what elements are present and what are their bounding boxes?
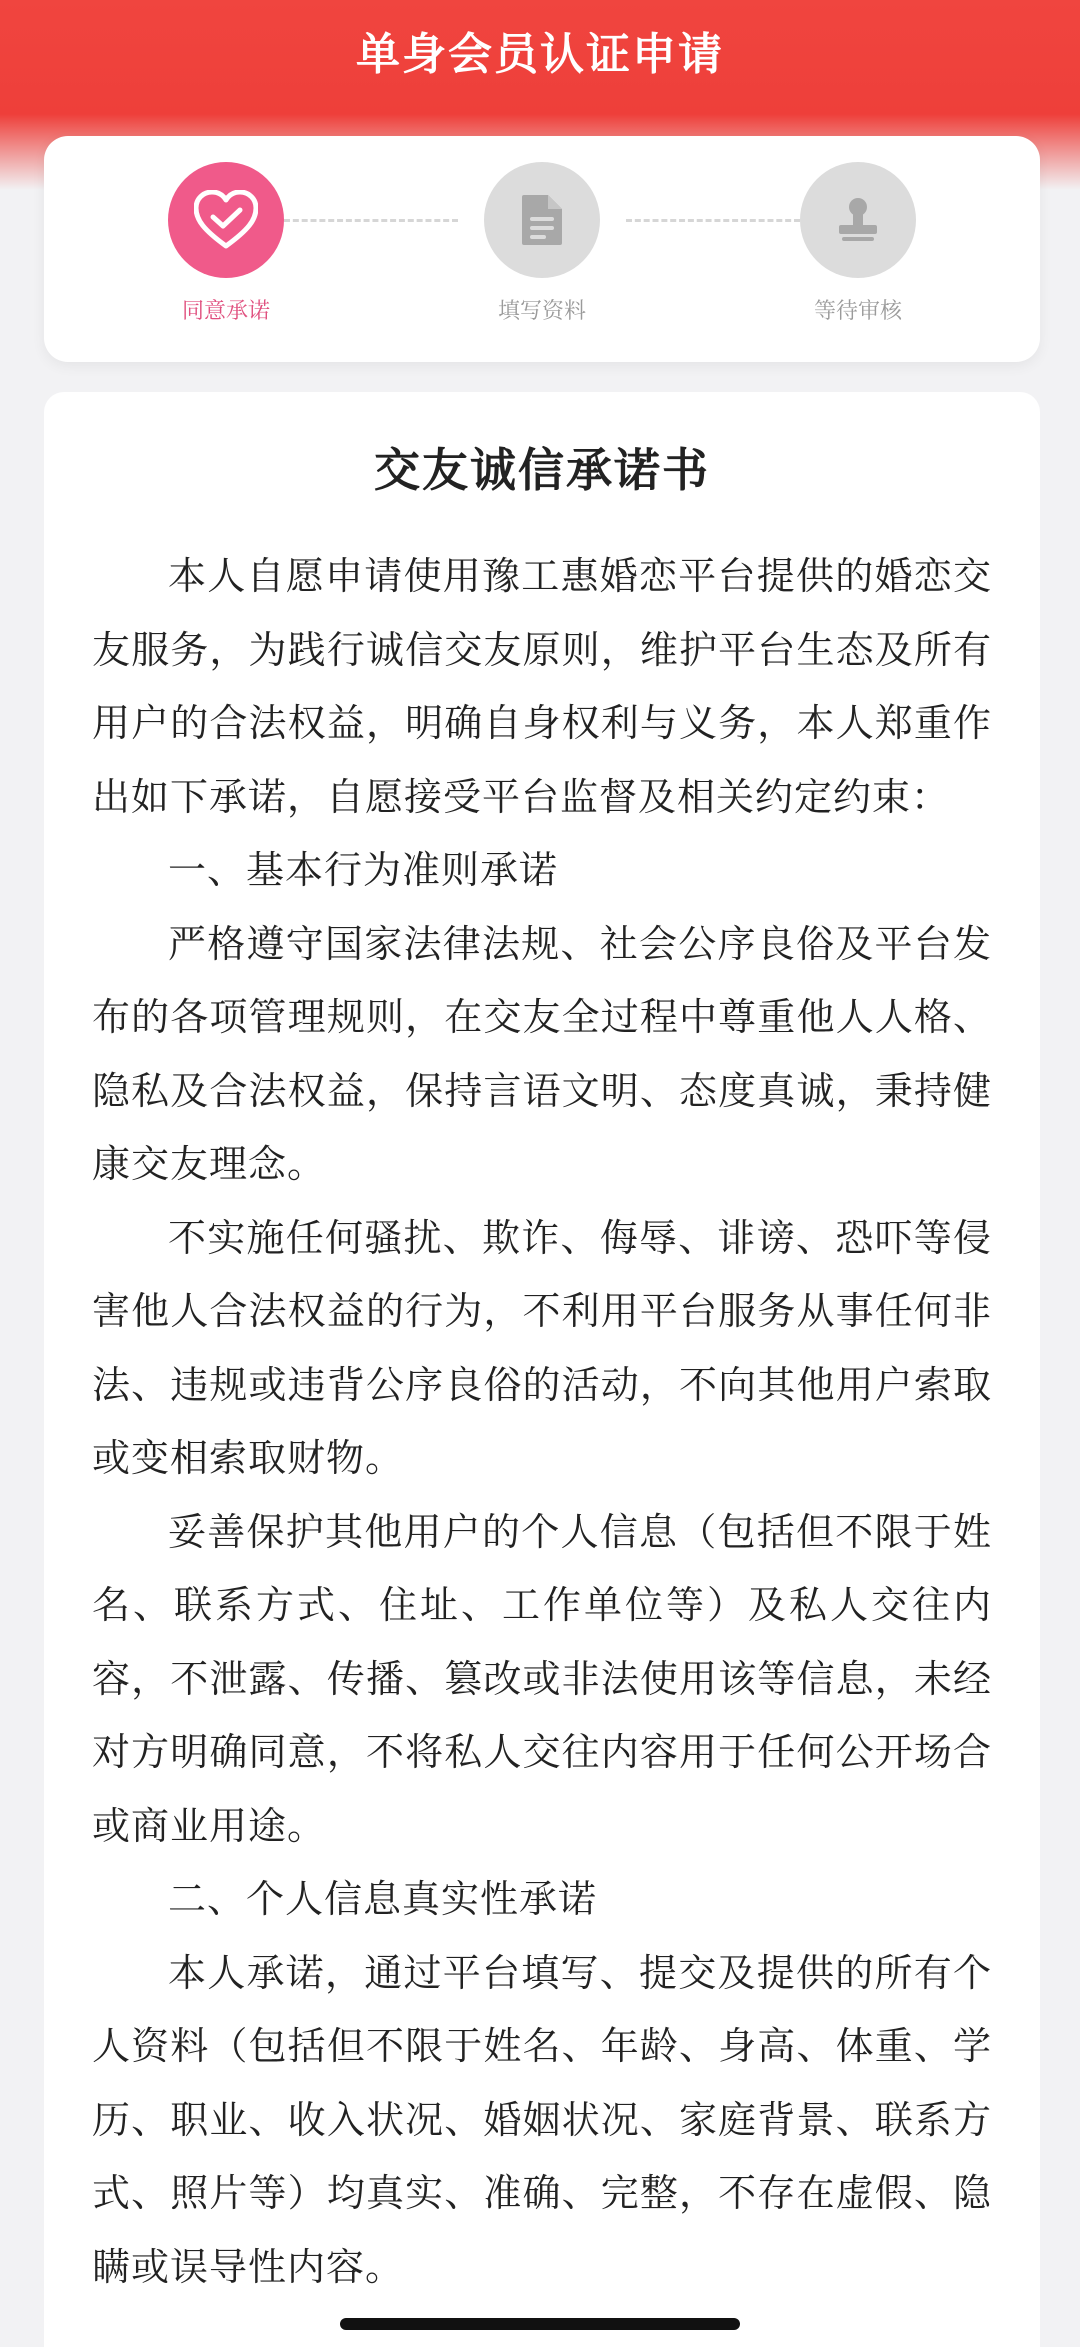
document-paragraph: 妥善保护其他用户的个人信息（包括但不限于姓名、联系方式、住址、工作单位等）及私人交往内容，不泄露、传播、篡改或非法使用该等信息，未经对方明确同意，不将私人交往内容用于任何公开场合或商业用途。 bbox=[92, 1509, 992, 1848]
step-circle-active bbox=[168, 162, 284, 278]
document-paragraph: 本人承诺，通过平台填写、提交及提供的所有个人资料（包括但不限于姓名、年龄、身高、体重、学历、职业、收入状况、婚姻状况、家庭背景、联系方式、照片等）均真实、准确、完整，不存在虚假、隐瞒或误导性内容。 bbox=[92, 1950, 992, 2289]
heart-check-icon bbox=[194, 190, 258, 250]
step-circle-inactive bbox=[800, 162, 916, 278]
step-wait-review bbox=[758, 162, 958, 325]
home-indicator[interactable] bbox=[340, 2318, 740, 2330]
section-heading: 一、基本行为准则承诺 bbox=[168, 848, 559, 892]
step-agree bbox=[126, 162, 326, 325]
steps-progress-card bbox=[44, 136, 1040, 362]
step-label: 等待审核 bbox=[813, 299, 902, 324]
document-paragraph: 不实施任何骚扰、欺诈、侮辱、诽谤、恐吓等侵害他人合法权益的行为，不利用平台服务从事任何非法、违规或违背公序良俗的活动，不向其他用户索取或变相索取财物。 bbox=[92, 1215, 992, 1480]
step-circle-inactive bbox=[484, 162, 600, 278]
step-fill-info bbox=[442, 162, 642, 325]
commitment-document bbox=[44, 392, 1040, 2347]
section-heading: 二、个人信息真实性承诺 bbox=[168, 1877, 598, 1921]
document-title: 交友诚信承诺书 bbox=[374, 443, 710, 497]
document-paragraph: 严格遵守国家法律法规、社会公序良俗及平台发布的各项管理规则，在交友全过程中尊重他人人格、隐私及合法权益，保持言语文明、态度真诚，秉持健康交友理念。 bbox=[92, 921, 992, 1186]
document-paragraph: 本人自愿申请使用豫工惠婚恋平台提供的婚恋交友服务，为践行诚信交友原则，维护平台生态及所有用户的合法权益，明确自身权利与义务，本人郑重作出如下承诺，自愿接受平台监督及相关约定约束： bbox=[92, 554, 992, 819]
step-label: 同意承诺 bbox=[181, 299, 270, 324]
page-title: 单身会员认证申请 bbox=[356, 29, 724, 80]
document-icon bbox=[520, 193, 564, 247]
stamp-icon bbox=[833, 195, 883, 245]
document-body[interactable] bbox=[44, 540, 1040, 2304]
step-label: 填写资料 bbox=[497, 299, 586, 324]
